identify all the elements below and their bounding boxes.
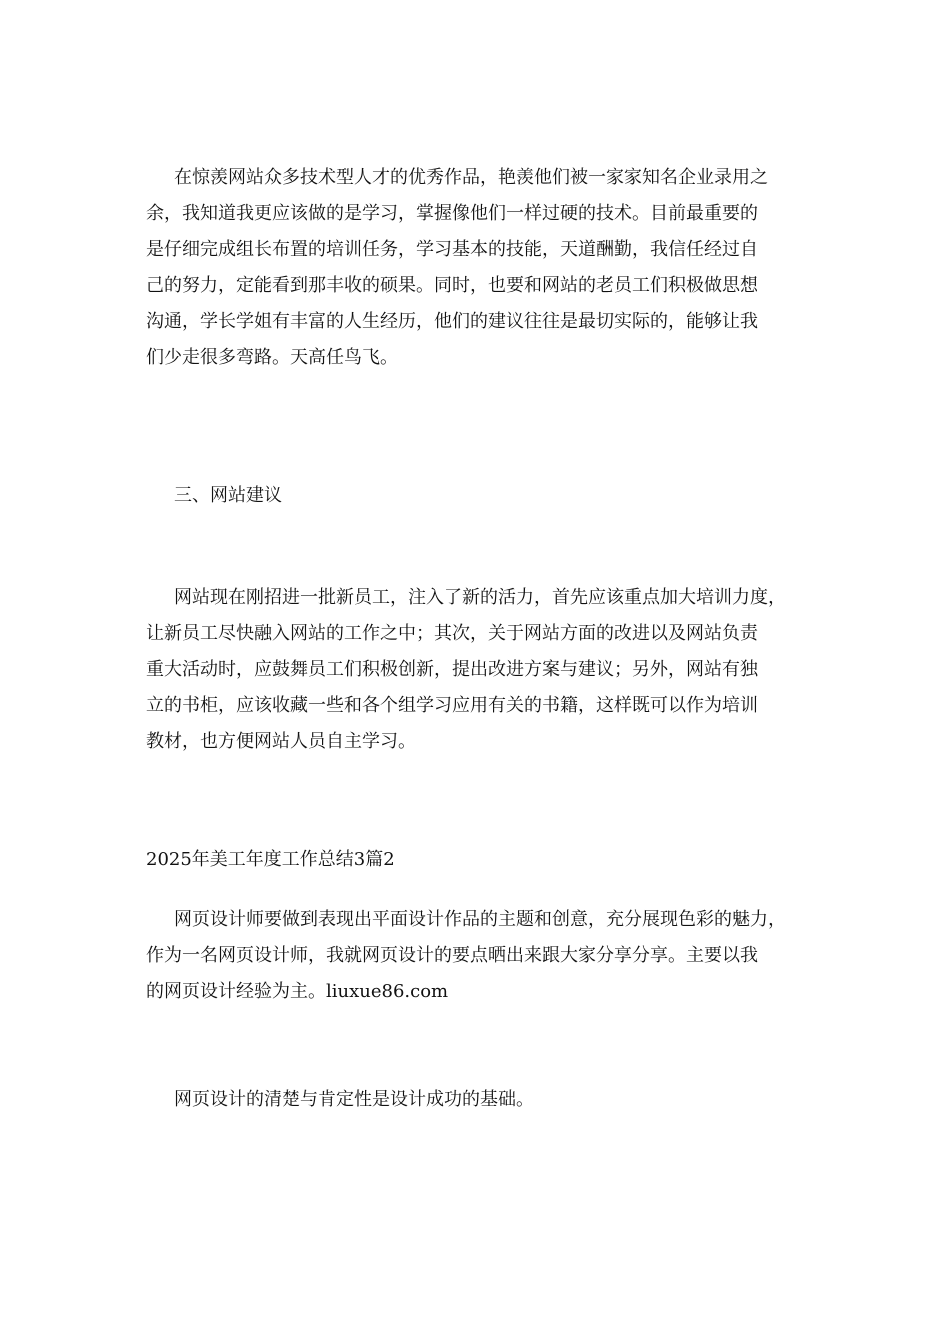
text-line: 沟通，学长学姐有丰富的人生经历，他们的建议往往是最切实际的，能够让我 — [146, 311, 758, 332]
text-line: 教材，也方便网站人员自主学习。 — [146, 731, 416, 752]
text-line: 们少走很多弯路。天高任鸟飞。 — [146, 347, 398, 368]
text-line: 立的书柜，应该收藏一些和各个组学习应用有关的书籍，这样既可以作为培训 — [146, 695, 758, 716]
section-heading-website-suggestions: 三、网站建议 — [174, 485, 282, 506]
text-line: 作为一名网页设计师，我就网页设计的要点晒出来跟大家分享分享。主要以我 — [146, 945, 758, 966]
text-line: 重大活动时，应鼓舞员工们积极创新，提出改进方案与建议；另外，网站有独 — [146, 659, 758, 680]
text-line: 网页设计的清楚与肯定性是设计成功的基础。 — [174, 1089, 534, 1110]
text-line: 在惊羡网站众多技术型人才的优秀作品，艳羡他们被一家家知名企业录用之 — [174, 167, 768, 188]
document-title-part2: 2025年美工年度工作总结3篇2 — [146, 849, 395, 870]
text-line: 的网页设计经验为主。liuxue86.com — [146, 981, 449, 1002]
paragraph-suggestions — [146, 580, 810, 760]
paragraph-design-basis — [146, 1082, 810, 1118]
paragraph-study — [146, 160, 810, 376]
text-line: 余，我知道我更应该做的是学习，掌握像他们一样过硬的技术。目前最重要的 — [146, 203, 758, 224]
text-line: 让新员工尽快融入网站的工作之中；其次，关于网站方面的改进以及网站负责 — [146, 623, 758, 644]
text-line: 是仔细完成组长布置的培训任务，学习基本的技能，天道酬勤，我信任经过自 — [146, 239, 758, 260]
text-line: 网页设计师要做到表现出平面设计作品的主题和创意，充分展现色彩的魅力， — [174, 909, 786, 930]
paragraph-web-designer — [146, 902, 810, 1010]
text-line: 网站现在刚招进一批新员工，注入了新的活力，首先应该重点加大培训力度， — [174, 587, 786, 608]
text-line: 己的努力，定能看到那丰收的硕果。同时，也要和网站的老员工们积极做思想 — [146, 275, 758, 296]
